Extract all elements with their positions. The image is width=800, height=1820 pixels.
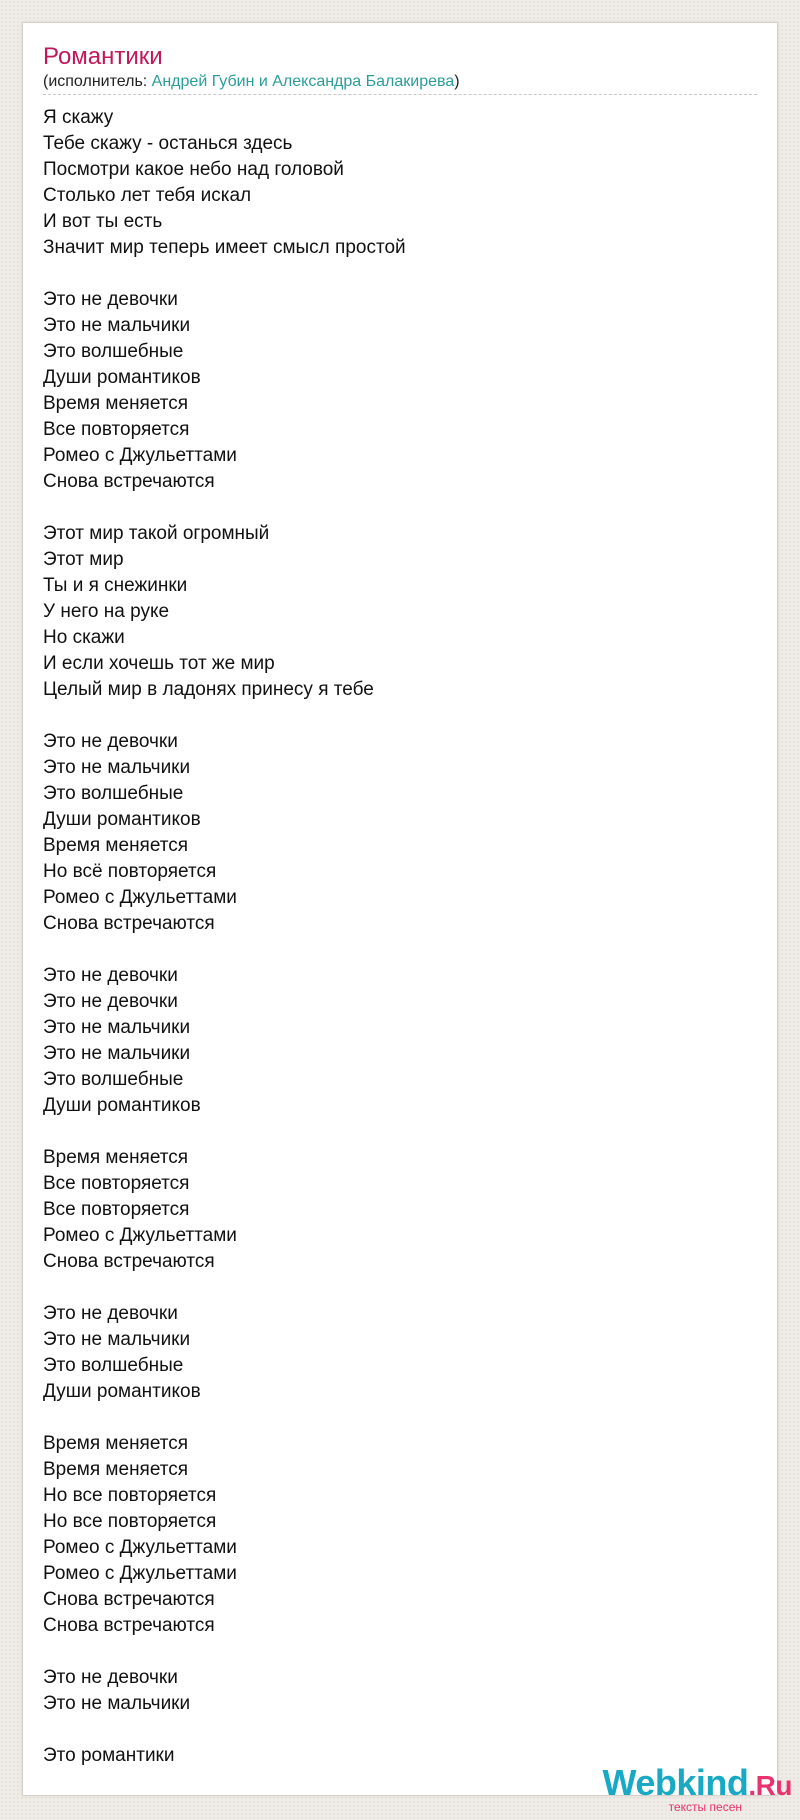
lyric-line: Время меняется [43, 1147, 189, 1168]
lyric-line: Все повторяется [43, 419, 190, 440]
lyric-line: Все повторяется [43, 1173, 190, 1194]
lyric-line: Время меняется [43, 1433, 189, 1454]
lyric-line: Снова встречаются [43, 471, 215, 492]
lyric-line: Это не мальчики [43, 1329, 191, 1350]
stanza-break [43, 703, 406, 729]
stanza-break [43, 495, 406, 521]
lyric-line: Я скажу [43, 107, 114, 128]
site-logo[interactable] [602, 1762, 792, 1814]
lyric-line: Это не мальчики [43, 1693, 191, 1714]
lyric-line: Но всё повторяется [43, 861, 217, 882]
lyric-line: Это волшебные [43, 341, 184, 362]
lyric-line: Снова встречаются [43, 913, 215, 934]
lyric-line: Время меняется [43, 835, 189, 856]
stanza-break [43, 937, 406, 963]
lyric-line: Тебе скажу - останься здесь [43, 133, 293, 154]
lyric-line: Ромео с Джульеттами [43, 1225, 237, 1246]
stanza-break [43, 1717, 406, 1743]
lyric-line: Ромео с Джульеттами [43, 1537, 237, 1558]
lyric-line: Это не мальчики [43, 757, 191, 778]
artist-byline [43, 73, 460, 91]
lyric-line: Это волшебные [43, 783, 184, 804]
lyric-line: Ты и я снежинки [43, 575, 188, 596]
lyric-line: Это не мальчики [43, 315, 191, 336]
lyric-line: Время меняется [43, 393, 189, 414]
lyric-line: Это не мальчики [43, 1017, 191, 1038]
lyric-line: Но скажи [43, 627, 125, 648]
lyric-line: Это не девочки [43, 965, 178, 986]
title-divider [43, 94, 757, 95]
lyric-line: У него на руке [43, 601, 170, 622]
lyric-line: Это не мальчики [43, 1043, 191, 1064]
lyric-line: Но все повторяется [43, 1511, 217, 1532]
byline-suffix: ) [454, 73, 460, 90]
lyric-line: Ромео с Джульеттами [43, 445, 237, 466]
lyric-line: Значит мир теперь имеет смысл простой [43, 237, 406, 258]
lyric-line: Это романтики [43, 1745, 175, 1766]
lyric-line: Снова встречаются [43, 1251, 215, 1272]
lyric-line: Души романтиков [43, 1381, 201, 1402]
lyric-line: Снова встречаются [43, 1615, 215, 1636]
artist-link[interactable]: Андрей Губин и Александра Балакирева [151, 73, 455, 90]
lyric-line: Время меняется [43, 1459, 189, 1480]
lyric-line: И вот ты есть [43, 211, 163, 232]
lyric-line: Это волшебные [43, 1355, 184, 1376]
lyric-line: Целый мир в ладонях принесу я тебе [43, 679, 374, 700]
lyric-line: Столько лет тебя искал [43, 185, 252, 206]
stanza-break [43, 1639, 406, 1665]
lyric-line: Ромео с Джульеттами [43, 1563, 237, 1584]
lyric-line: Снова встречаются [43, 1589, 215, 1610]
byline-prefix: (исполнитель: [43, 73, 152, 90]
logo-wordmark [602, 1762, 792, 1804]
logo-tagline: тексты песен [668, 1800, 742, 1814]
lyric-line: Этот мир такой огромный [43, 523, 270, 544]
lyric-line: Все повторяется [43, 1199, 190, 1220]
lyric-line: И если хочешь тот же мир [43, 653, 275, 674]
song-title: Романтики [43, 43, 163, 70]
lyric-line: Это не девочки [43, 731, 178, 752]
lyric-line: Это не девочки [43, 289, 178, 310]
logo-main-text: Webkind [602, 1762, 749, 1803]
stanza-break [43, 261, 406, 287]
lyric-line: Души романтиков [43, 1095, 201, 1116]
lyric-line: Посмотри какое небо над головой [43, 159, 344, 180]
lyric-line: Это волшебные [43, 1069, 184, 1090]
lyrics-card [22, 22, 778, 1796]
lyric-line: Это не девочки [43, 1667, 178, 1688]
lyric-line: Но все повторяется [43, 1485, 217, 1506]
logo-tld: .Ru [748, 1770, 792, 1801]
lyric-line: Души романтиков [43, 367, 201, 388]
lyric-line: Души романтиков [43, 809, 201, 830]
lyric-line: Это не девочки [43, 991, 178, 1012]
stanza-break [43, 1275, 406, 1301]
lyric-line: Ромео с Джульеттами [43, 887, 237, 908]
lyric-line: Этот мир [43, 549, 124, 570]
stanza-break [43, 1405, 406, 1431]
stanza-break [43, 1119, 406, 1145]
lyric-line: Это не девочки [43, 1303, 178, 1324]
lyrics-text [43, 105, 406, 1769]
